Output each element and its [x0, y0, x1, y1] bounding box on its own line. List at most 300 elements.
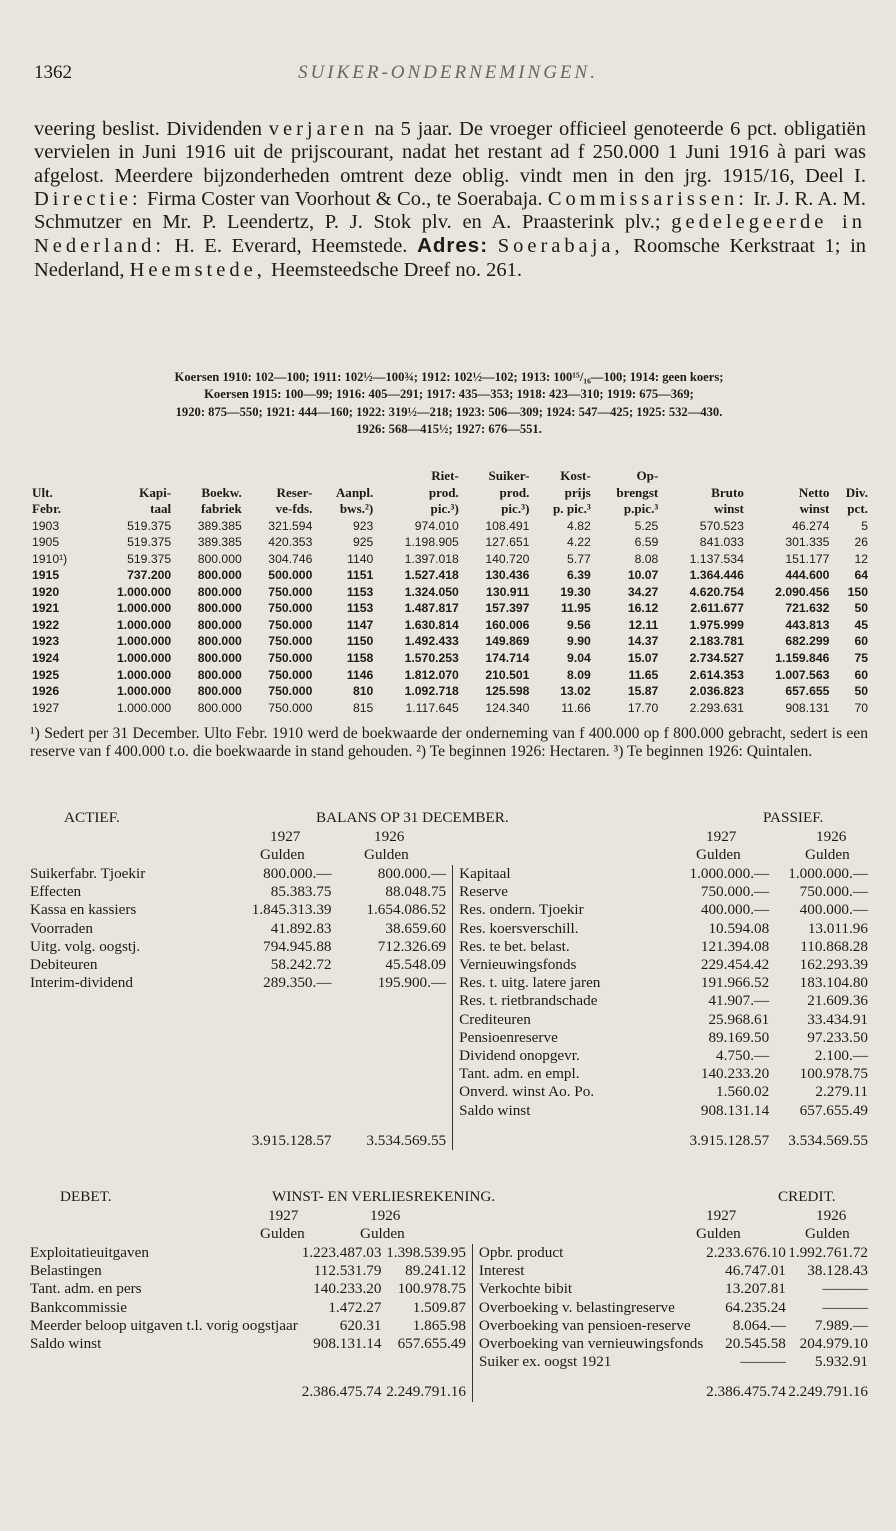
left-value-1	[222, 1065, 331, 1083]
table-cell: 2.734.527	[689, 651, 744, 666]
right-label: Onverd. winst Ao. Po.	[459, 1083, 595, 1101]
left-label	[30, 1029, 222, 1047]
table-cell: 1905	[32, 535, 60, 550]
right-label: Res. te bet. belast.	[459, 937, 570, 955]
table-cell: 210.501	[485, 667, 530, 682]
column-header: prijs	[564, 484, 591, 500]
table-cell: 1903	[32, 518, 60, 533]
column-header: fabriek	[201, 501, 242, 517]
table-cell: 750.000	[268, 617, 313, 632]
left-value-2	[381, 1353, 472, 1371]
adres-text-nl: Heemsteedsche Dreef no. 261.	[270, 258, 522, 281]
account-row	[30, 974, 868, 992]
table-cell: 50	[854, 601, 868, 616]
total-right-1: 2.386.475.74	[706, 1383, 786, 1401]
column-header: prod.	[499, 484, 530, 500]
left-value-1: 112.531.79	[313, 1262, 382, 1280]
right-value-2: 33.434.91	[807, 1010, 868, 1028]
right-value-1: 750.000.—	[700, 883, 770, 901]
table-cell: 12.11	[628, 617, 659, 632]
description-paragraph	[34, 118, 866, 282]
left-value-2: 712.326.69	[332, 938, 453, 956]
column-header	[88, 468, 174, 485]
table-cell: 389.385	[197, 535, 242, 550]
winst-table	[30, 1244, 868, 1402]
table-cell: 1.092.718	[404, 684, 459, 699]
left-label: Saldo winst	[30, 1335, 102, 1353]
right-label: Saldo winst	[459, 1101, 531, 1119]
gedelegeerde-text: H. E. Everard, Heemstede.	[174, 235, 408, 258]
koersen-line: 1920: 875—550; 1921: 444—160; 1922: 319½—218; 1923: 506—309; 1924: 547—425; 1925: 532—430.	[175, 404, 723, 419]
table-row	[30, 667, 870, 684]
table-cell: 1915	[32, 568, 60, 583]
table-cell: 500.000	[268, 568, 313, 583]
left-value-1: 289.350.—	[263, 974, 332, 992]
table-cell: 1.812.070	[404, 667, 459, 682]
table-cell: 750.000	[268, 700, 313, 715]
table-cell: 160.006	[485, 617, 530, 632]
table-cell: 5.25	[634, 518, 659, 533]
table-row	[30, 683, 870, 700]
left-value-1: 908.131.14	[313, 1335, 382, 1353]
year-right-2: 1926	[816, 828, 847, 845]
right-value-1: 2.233.676.10	[706, 1244, 786, 1261]
table-cell: 157.397	[485, 601, 530, 616]
profit-loss-account	[30, 1188, 868, 1402]
obligations-text: na 5 jaar. De vroeger officieel genoteerde 6 pct. obligatiën vervielen in Juni 1916 uit de prijscourant, nadat het restant ad f 250.000 1 Juni 1916 à pari was afgelost. Meerdere bijzonderheden omtrent deze oblig. vindt men in den jrg. 1915/16, Deel I.	[34, 118, 866, 187]
column-header: ve-fds.	[275, 501, 313, 517]
account-row	[30, 865, 868, 883]
total-right-1: 3.915.128.57	[689, 1131, 770, 1149]
table-cell: 800.000	[197, 700, 242, 715]
table-cell: 10.07	[627, 568, 659, 583]
directie-label: Directie:	[34, 187, 142, 210]
left-value-2: 195.900.—	[332, 974, 453, 992]
koersen-line: 1926: 568—415½; 1927: 676—551.	[356, 421, 542, 436]
table-cell: 1.527.418	[404, 568, 459, 583]
column-header: Febr.	[32, 501, 61, 517]
left-value-2: 88.048.75	[332, 883, 453, 901]
table-cell: 657.655	[785, 684, 830, 699]
column-header: winst	[714, 501, 744, 517]
table-cell: 6.39	[567, 568, 591, 583]
account-row	[30, 901, 868, 919]
year-left-1: 1927	[268, 1207, 299, 1224]
table-cell: 1921	[32, 601, 60, 616]
column-header: p.pic.³	[623, 501, 659, 517]
table-cell: 923	[352, 518, 374, 533]
table-cell: 1.000.000	[116, 584, 172, 599]
page-header	[34, 62, 862, 90]
table-cell: 750.000	[268, 601, 313, 616]
table-cell: 800.000	[197, 634, 242, 649]
left-value-1: 85.383.75	[270, 883, 332, 901]
column-header: Boekw.	[201, 484, 242, 500]
table-row	[30, 633, 870, 650]
table-cell: 800.000	[197, 617, 242, 632]
table-cell: 124.340	[485, 700, 530, 715]
table-cell: 800.000	[197, 667, 242, 682]
results-table-header	[30, 468, 870, 518]
left-value-1	[222, 1029, 331, 1047]
credit-title: CREDIT.	[778, 1188, 836, 1205]
account-row	[30, 1083, 868, 1101]
right-value-2: 1.992.761.72	[788, 1244, 868, 1261]
table-cell: 444.600	[785, 568, 830, 583]
table-cell: 750.000	[268, 584, 313, 599]
table-cell: 519.375	[127, 551, 172, 566]
table-cell: 2.183.781	[689, 634, 744, 649]
left-value-2: 800.000.—	[332, 865, 453, 883]
winst-title: WINST- EN VERLIESREKENING.	[272, 1188, 496, 1205]
header-row	[30, 501, 870, 518]
right-value-2: ———	[822, 1298, 868, 1316]
table-cell: 5.77	[567, 551, 591, 566]
left-label: Voorraden	[30, 919, 93, 937]
table-cell: 2.090.456	[775, 584, 830, 599]
table-cell: 1153	[346, 601, 374, 616]
right-value-1: 4.750.—	[716, 1047, 770, 1065]
left-value-1: 1.472.27	[328, 1298, 382, 1316]
table-cell: 11.95	[560, 601, 591, 616]
right-value-2: 1.000.000.—	[788, 865, 868, 882]
balance-table	[30, 865, 868, 1150]
right-value-1: 121.394.08	[700, 937, 770, 955]
left-value-2: 38.659.60	[332, 920, 453, 938]
left-value-2: 1.398.539.95	[381, 1244, 472, 1262]
right-value-1: 400.000.—	[700, 901, 770, 919]
column-header	[30, 468, 88, 485]
left-value-1: 1.223.487.03	[301, 1244, 382, 1261]
left-value-2	[332, 992, 453, 1010]
column-header: Ult.	[32, 484, 53, 500]
right-value-1: 191.966.52	[700, 974, 770, 992]
right-value-2: 162.293.39	[799, 956, 868, 974]
table-cell: 1922	[32, 617, 60, 632]
left-label	[30, 992, 222, 1010]
table-cell: 1151	[346, 568, 374, 583]
account-row	[30, 938, 868, 956]
column-header	[746, 468, 832, 485]
column-header	[314, 468, 375, 485]
right-value-2: 110.868.28	[800, 937, 868, 955]
table-cell: 140.720	[485, 551, 530, 566]
table-cell: 2.036.823	[689, 684, 744, 699]
table-cell: 13.02	[560, 684, 591, 699]
account-row	[30, 992, 868, 1010]
year-right-1: 1927	[706, 828, 737, 845]
year-left-1: 1927	[270, 828, 301, 845]
table-cell: 15.87	[627, 684, 659, 699]
table-cell: 6.59	[634, 535, 659, 550]
table-cell: 34.27	[627, 584, 659, 599]
table-row	[30, 551, 870, 568]
right-value-1: 25.968.61	[708, 1010, 770, 1028]
commissarissen-text: Ir. J. R. A. M. Schmutzer en Mr. P. Leendertz, P. J. Stok plv. en A. Praasterink plv.;	[34, 187, 867, 234]
table-cell: 750.000	[268, 651, 313, 666]
left-label: Interim-dividend	[30, 974, 133, 992]
balance-titles	[30, 809, 868, 828]
actief-title: ACTIEF.	[64, 809, 120, 826]
table-cell: 800.000	[197, 551, 242, 566]
adres-city: Soerabaja,	[497, 235, 624, 258]
table-cell: 1.630.814	[404, 617, 459, 632]
table-cell: 150	[847, 584, 868, 599]
account-row	[30, 920, 868, 938]
left-label: Kassa en kassiers	[30, 901, 137, 919]
right-label: Pensioenreserve	[459, 1028, 558, 1046]
left-value-1: 41.892.83	[270, 919, 332, 937]
left-value-1	[222, 1102, 331, 1120]
table-cell: 1.000.000	[116, 601, 172, 616]
table-cell: 1925	[32, 667, 60, 682]
table-cell: 50	[854, 684, 868, 699]
table-cell: 8.09	[567, 667, 591, 682]
table-cell: 130.911	[486, 584, 530, 599]
running-title: SUIKER-ONDERNEMINGEN.	[298, 62, 598, 83]
left-value-2	[332, 1083, 453, 1101]
totals-row	[30, 1120, 868, 1150]
left-value-2	[332, 1011, 453, 1029]
left-label	[30, 1083, 222, 1101]
unit-right-1: Gulden	[696, 846, 741, 863]
right-value-2: ———	[822, 1280, 868, 1298]
total-left-2: 2.249.791.16	[381, 1371, 472, 1401]
table-cell: 815	[352, 700, 374, 715]
right-label: Opbr. product	[478, 1244, 564, 1261]
right-value-2: 7.989.—	[814, 1316, 868, 1334]
totals-spacer	[453, 1120, 668, 1150]
table-cell: 1.137.534	[689, 551, 744, 566]
table-cell: 389.385	[197, 518, 242, 533]
table-row	[30, 700, 870, 717]
table-cell: 1140	[347, 551, 374, 566]
table-cell: 16.12	[627, 601, 659, 616]
table-cell: 1146	[346, 667, 374, 682]
left-value-2: 89.241.12	[381, 1262, 472, 1280]
table-cell: 1920	[32, 584, 60, 599]
account-row	[30, 1011, 868, 1029]
koersen-line: Koersen 1915: 100—99; 1916: 405—291; 1917: 435—353; 1918: 423—310; 1919: 675—369;	[204, 387, 694, 402]
account-row	[30, 1335, 868, 1353]
year-right-1: 1927	[706, 1207, 737, 1224]
left-value-1	[222, 992, 331, 1010]
right-label: Overboeking van vernieuwingsfonds	[478, 1335, 704, 1353]
left-value-2: 45.548.09	[332, 956, 453, 974]
right-value-1: 229.454.42	[700, 956, 770, 974]
column-header: Div.	[845, 484, 868, 500]
column-header: Riet-	[431, 468, 459, 483]
left-value-1: 794.945.88	[263, 937, 332, 955]
right-value-2: 21.609.36	[807, 992, 868, 1010]
left-value-1	[222, 1011, 331, 1029]
right-value-2: 400.000.—	[799, 901, 868, 919]
left-value-2: 1.865.98	[381, 1317, 472, 1335]
right-label: Overboeking v. belastingreserve	[478, 1298, 675, 1316]
column-header: winst	[799, 501, 830, 517]
left-label	[30, 1047, 222, 1065]
table-cell: 75	[854, 651, 868, 666]
table-cell: 1910¹)	[32, 551, 68, 566]
column-header	[660, 468, 746, 485]
table-cell: 519.375	[127, 518, 172, 533]
right-label: Crediteuren	[459, 1010, 531, 1028]
account-row	[30, 1065, 868, 1083]
table-cell: 925	[352, 535, 374, 550]
table-cell: 9.04	[567, 651, 591, 666]
right-value-2: 2.100.—	[814, 1047, 868, 1065]
right-label: Vernieuwingsfonds	[459, 956, 577, 974]
left-value-2: 1.654.086.52	[332, 901, 453, 919]
table-cell: 19.30	[560, 584, 591, 599]
account-row	[30, 1317, 868, 1335]
header-row	[30, 485, 870, 502]
left-value-2: 100.978.75	[381, 1280, 472, 1298]
left-label	[30, 1102, 222, 1120]
account-row	[30, 1244, 868, 1262]
left-value-2	[332, 1029, 453, 1047]
table-cell: 125.598	[485, 684, 530, 699]
table-cell: 800.000	[197, 568, 242, 583]
table-cell: 750.000	[268, 634, 313, 649]
right-label: Reserve	[459, 883, 509, 901]
left-value-2	[332, 1047, 453, 1065]
column-header	[244, 468, 315, 485]
left-label: Suikerfabr. Tjoekir	[30, 865, 146, 882]
koersen-block	[30, 369, 868, 438]
balance-years	[30, 828, 868, 846]
year-left-2: 1926	[374, 828, 405, 845]
table-row	[30, 584, 870, 601]
right-label: Res. t. rietbrandschade	[459, 992, 598, 1010]
footnotes: ¹) Sedert per 31 December. Ulto Febr. 1910 werd de boekwaarde der onderneming van f 400.000 op f 800.000 gebracht, sedert is een reserve van f 400.000 t.o. die boekwaarde in stand gehouden. ²) Te beginnen 1926: Hectaren. ³) Te beginnen 1926: Quintalen.	[30, 725, 868, 760]
table-cell: 800.000	[197, 651, 242, 666]
year-left-2: 1926	[370, 1207, 401, 1224]
left-label: Meerder beloop uitgaven t.l. vorig oogstjaar	[30, 1316, 298, 1334]
winst-years	[30, 1207, 868, 1225]
table-cell: 1.000.000	[116, 667, 172, 682]
right-value-2: 97.233.50	[807, 1028, 868, 1046]
total-left-1: 3.915.128.57	[251, 1131, 332, 1149]
table-cell: 4.22	[567, 535, 591, 550]
unit-left-2: Gulden	[364, 846, 409, 863]
table-cell: 11.66	[561, 700, 591, 715]
table-cell: 841.033	[699, 535, 744, 550]
right-label: Res. ondern. Tjoekir	[459, 901, 584, 919]
total-right-2: 3.534.569.55	[788, 1131, 868, 1149]
table-cell: 11.65	[628, 667, 659, 682]
total-right-2: 2.249.791.16	[788, 1383, 868, 1401]
totals-spacer	[472, 1371, 703, 1401]
table-cell: 1923	[32, 634, 60, 649]
right-label: Dividend onopgevr.	[459, 1047, 580, 1065]
left-value-2: 1.509.87	[381, 1299, 472, 1317]
column-header: Op-	[636, 468, 659, 483]
table-cell: 46.274	[792, 518, 830, 533]
table-cell: 1.159.846	[775, 651, 830, 666]
table-cell: 9.90	[567, 634, 591, 649]
results-table-body	[30, 518, 870, 717]
table-cell: 60	[854, 634, 868, 649]
unit-right-2: Gulden	[805, 846, 850, 863]
balance-sheet	[30, 809, 868, 1150]
right-label: Res. t. uitg. latere jaren	[459, 974, 601, 992]
table-cell: 14.37	[627, 634, 659, 649]
left-value-2	[332, 1065, 453, 1083]
left-value-1: 1.845.313.39	[251, 901, 332, 919]
table-cell: 1.570.253	[404, 651, 459, 666]
table-cell: 108.491	[485, 518, 530, 533]
right-value-1: ———	[740, 1353, 786, 1371]
table-row	[30, 617, 870, 634]
debet-title: DEBET.	[60, 1188, 112, 1205]
unit-left-2: Gulden	[360, 1225, 405, 1242]
left-label: Belastingen	[30, 1262, 102, 1280]
right-value-1: 46.747.01	[725, 1262, 786, 1280]
table-cell: 321.594	[268, 518, 313, 533]
left-label	[30, 1011, 222, 1029]
total-left-1: 2.386.475.74	[301, 1383, 382, 1401]
column-header	[831, 468, 870, 485]
results-table	[30, 468, 870, 716]
balance-units	[30, 846, 868, 865]
right-value-2: 13.011.96	[807, 919, 868, 937]
header-row	[30, 468, 870, 485]
table-cell: 1.000.000	[116, 684, 172, 699]
table-cell: 1926	[32, 684, 60, 699]
koersen-line: Koersen 1910: 102—100; 1911: 102½—100¾; 1912: 102½—102; 1913: 100¹⁵/₁₆—100; 1914: geen koers;	[174, 370, 724, 384]
column-header: Bruto	[711, 484, 744, 500]
table-cell: 750.000	[268, 667, 313, 682]
column-header: p. pic.³	[553, 501, 591, 517]
table-cell: 1.198.905	[404, 535, 459, 550]
table-cell: 800.000	[197, 601, 242, 616]
table-cell: 60	[854, 667, 868, 682]
unit-left-1: Gulden	[260, 1225, 305, 1242]
table-cell: 149.869	[485, 634, 530, 649]
right-value-1: 13.207.81	[725, 1280, 786, 1298]
commissarissen-label: Commissarissen:	[547, 187, 748, 210]
table-cell: 45	[854, 617, 868, 632]
table-cell: 304.746	[268, 551, 313, 566]
account-row	[30, 1029, 868, 1047]
table-cell: 4.82	[567, 518, 591, 533]
table-cell: 1.007.563	[775, 667, 830, 682]
table-cell: 1.000.000	[116, 700, 172, 715]
table-cell: 750.000	[268, 684, 313, 699]
table-cell: 519.375	[127, 535, 172, 550]
left-value-1: 620.31	[339, 1316, 382, 1334]
dividend-text: veering beslist. Dividenden	[34, 118, 263, 140]
right-value-2: 204.979.10	[799, 1335, 868, 1353]
adres-city-nl: Heemstede,	[129, 258, 266, 281]
left-label: Bankcommissie	[30, 1298, 128, 1316]
account-row	[30, 1280, 868, 1298]
column-header: Reser-	[276, 484, 313, 500]
table-cell: 721.632	[785, 601, 830, 616]
left-label	[30, 1065, 222, 1083]
table-cell: 1.000.000	[116, 617, 172, 632]
left-label: Debiteuren	[30, 956, 98, 974]
table-cell: 443.813	[785, 617, 830, 632]
column-header: Kapi-	[139, 484, 172, 500]
table-cell: 127.651	[485, 535, 530, 550]
winst-titles	[30, 1188, 868, 1207]
left-value-1: 58.242.72	[270, 956, 332, 974]
left-value-1: 800.000.—	[263, 865, 332, 882]
right-value-1: 89.169.50	[708, 1028, 770, 1046]
table-cell: 26	[854, 535, 868, 550]
